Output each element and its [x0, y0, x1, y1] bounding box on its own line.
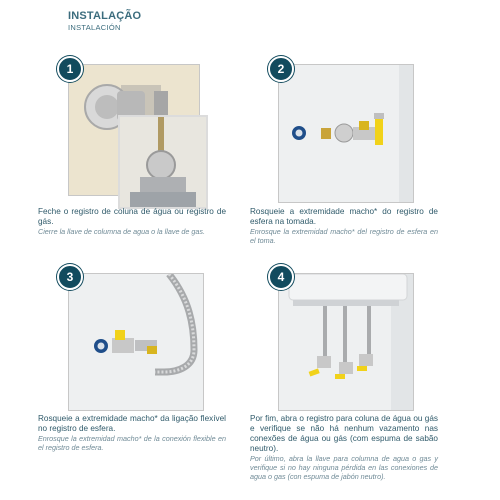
step-4-instruction-es: Por último, abra la llave para columna de agua o gas y verifique si no hay ninguna pérdida en las conexiones de agua o gas (con espuma de jabón neutro).: [250, 454, 438, 481]
step-2-photo: [278, 64, 414, 203]
step-4-badge: 4: [268, 264, 294, 290]
step-1-instruction-pt: Feche o registro de coluna de água ou registro de gás.: [38, 207, 226, 226]
step-3-instruction-pt: Rosqueie a extremidade macho* da ligação flexível no registro de esfera.: [38, 414, 226, 433]
step-2-badge: 2: [268, 56, 294, 82]
step-4-text: [250, 414, 438, 481]
page-title: INSTALAÇÃO: [68, 10, 142, 22]
step-2-text: [250, 207, 438, 245]
step-3-instruction-es: Enrosque la extremidad macho* de la conexión flexible en el registro de esfera.: [38, 434, 226, 452]
step-3-photo: [68, 273, 204, 411]
page-subtitle: INSTALACIÓN: [68, 23, 121, 32]
step-1-photo-gas-regulator: [118, 115, 208, 209]
step-1-text: [38, 207, 226, 236]
step-1-instruction-es: Cierre la llave de columna de agua o la llave de gas.: [38, 227, 206, 236]
step-3-text: [38, 414, 226, 452]
step-2-instruction-es: Enrosque la extremidad macho* del registro de esfera en el toma.: [250, 227, 438, 245]
step-1-badge: 1: [57, 56, 83, 82]
page-header: [68, 10, 141, 32]
step-4-instruction-pt: Por fim, abra o registro para coluna de água ou gás e verifique se não há nenhum vazamento nas conexões de água ou gás (com espuma de sabão neutro).: [250, 414, 438, 453]
step-4-photo: [278, 273, 414, 411]
step-2-instruction-pt: Rosqueie a extremidade macho* do registro de esfera na tomada.: [250, 207, 438, 226]
step-3-badge: 3: [57, 264, 83, 290]
